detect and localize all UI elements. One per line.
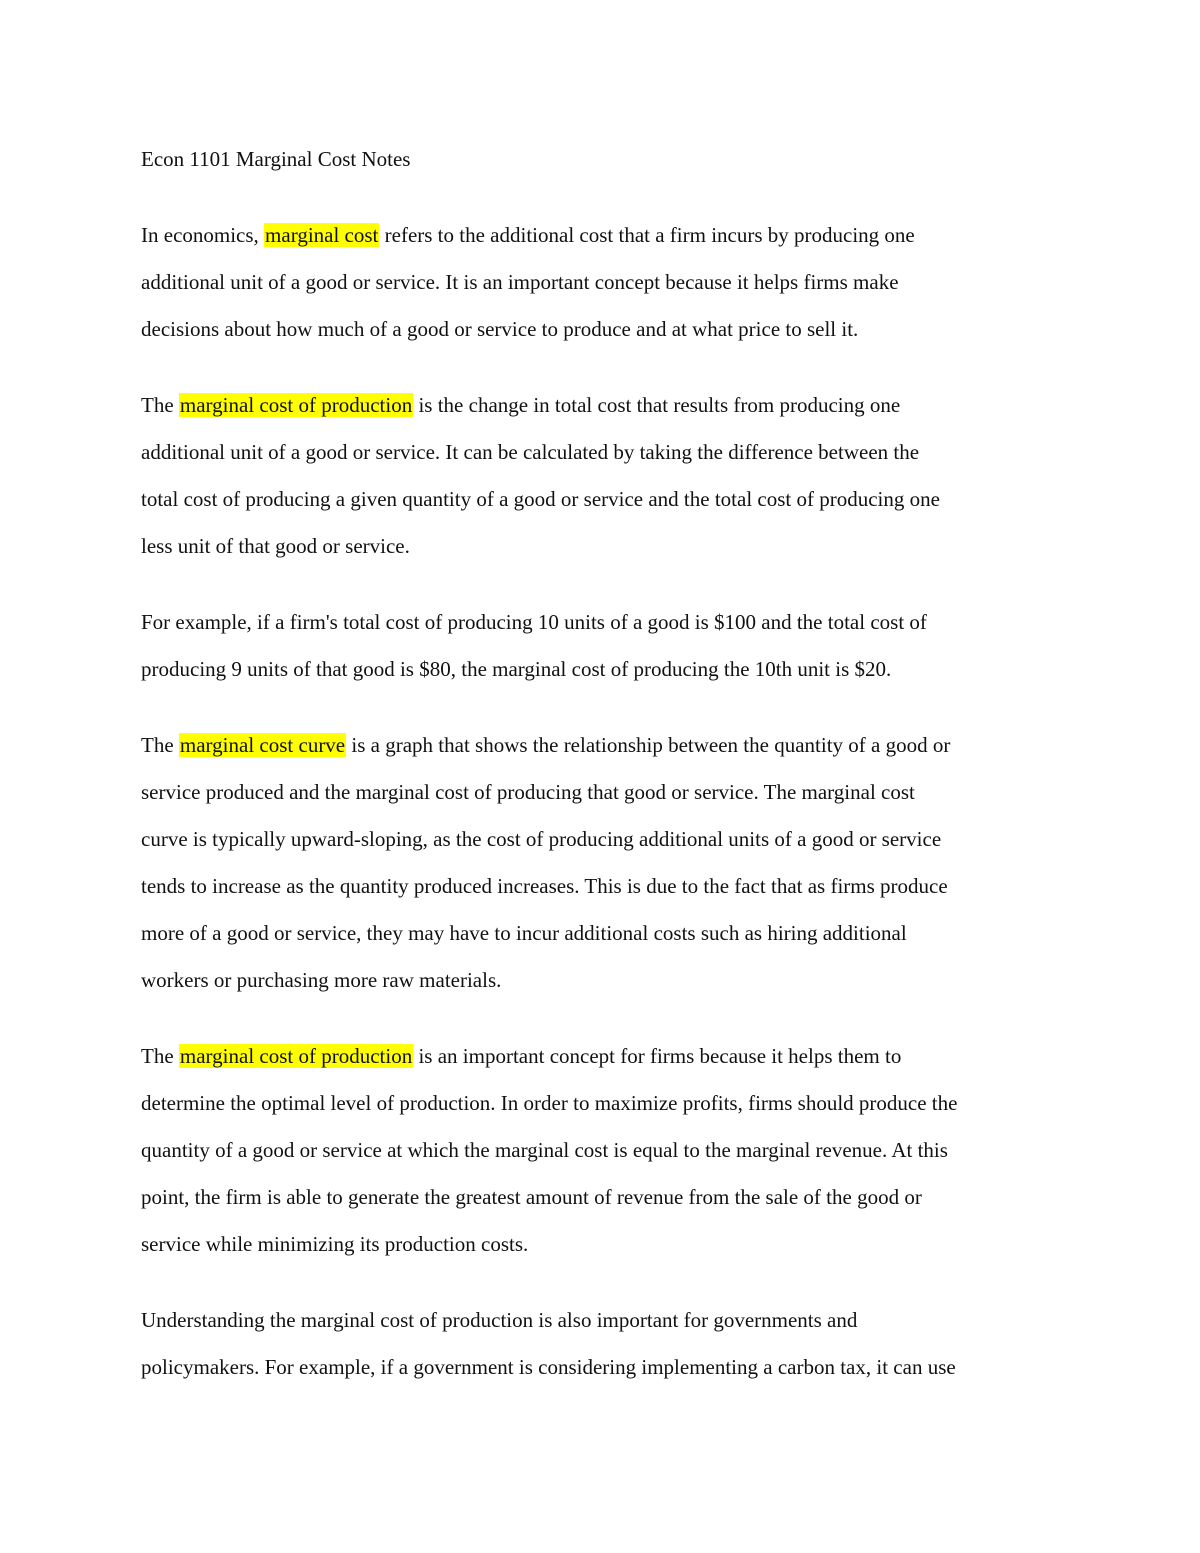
paragraph-line: producing 9 units of that good is $80, the marginal cost of producing the 10th unit is $20. (141, 657, 892, 681)
paragraph-line: service while minimizing its production costs. (141, 1232, 529, 1256)
line-text: is the change in total cost that results from producing one (413, 393, 901, 417)
line-text: The (141, 733, 179, 757)
paragraph-line: curve is typically upward-sloping, as the cost of producing additional units of a good or service (141, 827, 942, 851)
paragraph-line: For example, if a firm's total cost of producing 10 units of a good is $100 and the total cost of (141, 610, 927, 634)
document-title: Econ 1101 Marginal Cost Notes (141, 147, 411, 171)
paragraph-line: additional unit of a good or service. It can be calculated by taking the difference between the (141, 440, 920, 464)
paragraph-line: quantity of a good or service at which the marginal cost is equal to the marginal revenue. At this (141, 1138, 948, 1162)
paragraph-line: point, the firm is able to generate the greatest amount of revenue from the sale of the good or (141, 1185, 922, 1209)
document-body (141, 136, 1071, 1391)
line-text: In economics, (141, 223, 265, 247)
highlighted-term: marginal cost of production (179, 393, 413, 417)
paragraph-line (141, 382, 1071, 429)
paragraph-line: tends to increase as the quantity produced increases. This is due to the fact that as firms produce (141, 874, 948, 898)
line-text: The (141, 1044, 179, 1068)
paragraph-5 (141, 1033, 1071, 1268)
highlighted-term: marginal cost of production (179, 1044, 413, 1068)
paragraph-line: additional unit of a good or service. It is an important concept because it helps firms make (141, 270, 899, 294)
paragraph-line: decisions about how much of a good or service to produce and at what price to sell it. (141, 317, 859, 341)
line-text: is a graph that shows the relationship between the quantity of a good or (346, 733, 951, 757)
paragraph-line (141, 212, 1071, 259)
paragraph-line: determine the optimal level of production. In order to maximize profits, firms should produce the (141, 1091, 958, 1115)
paragraph-line: Understanding the marginal cost of production is also important for governments and (141, 1308, 858, 1332)
paragraph-1 (141, 212, 1071, 353)
line-text: refers to the additional cost that a firm incurs by producing one (379, 223, 915, 247)
highlighted-term: marginal cost curve (179, 733, 346, 757)
highlighted-term: marginal cost (265, 223, 379, 247)
paragraph-line (141, 1033, 1071, 1080)
paragraph-6 (141, 1297, 1071, 1391)
paragraph-line: less unit of that good or service. (141, 534, 410, 558)
paragraph-4 (141, 722, 1071, 1004)
paragraph-3 (141, 599, 1071, 693)
paragraph-line: more of a good or service, they may have to incur additional costs such as hiring additional (141, 921, 907, 945)
paragraph-line (141, 722, 1071, 769)
paragraph-line: total cost of producing a given quantity of a good or service and the total cost of producing one (141, 487, 940, 511)
line-text: is an important concept for firms because it helps them to (413, 1044, 902, 1068)
line-text: The (141, 393, 179, 417)
paragraph-line: policymakers. For example, if a government is considering implementing a carbon tax, it can use (141, 1355, 956, 1379)
paragraph-line: service produced and the marginal cost of producing that good or service. The marginal cost (141, 780, 915, 804)
paragraph-line: workers or purchasing more raw materials. (141, 968, 502, 992)
paragraph-2 (141, 382, 1071, 570)
